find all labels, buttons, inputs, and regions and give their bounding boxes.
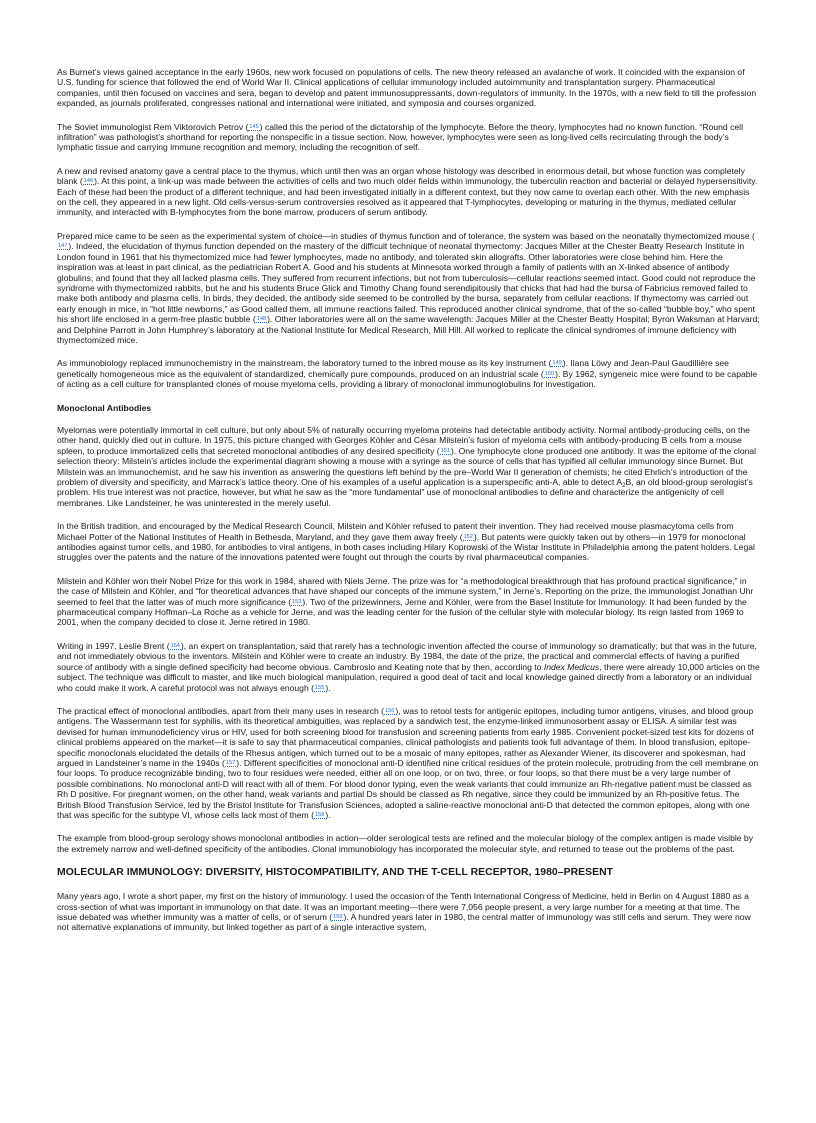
reference-link[interactable]: 156 [385, 707, 395, 714]
paragraph-burnet: As Burnet’s views gained acceptance in the early 1960s, new work focused on populations of cells. The new theory released an avalanche of work. It coincided with the expansion of U.S. funding for science that followed the end of World War II. Clinical applications of cellular immunology included autoimmunity and transplantation surgery. Pharmaceutical companies, until then focused on vaccines and sera, began to develop and patent immunosuppressants, down-regulators of immunity. In the 1970s, with a new field to till the profession expanded, as journals proliferated, congresses national and international were initiated, and symposia and courses organized. [57, 67, 757, 109]
reference-link[interactable]: 153 [292, 598, 302, 605]
reference-link[interactable]: 159 [333, 914, 343, 920]
paragraph-brent: Writing in 1997, Leslie Brent (154), an expert on transplantation, said that rarely has a technologic invention affected the course of immunology so dramatically; but that was in the future, and not immediately obvious to the inventors. Milstein and Köhler were to create an industry. By 1984, the date of the prize, the practical and commercial effects of having a purified source of antibody with a single defined specificity had become obvious. Cambrosio and Keating note that by then, according to Index Medicus, there were already 10,000 articles on the subject. The technique was difficult to master, and like much biological manipulation, required a good deal of tacit and local knowledge gained directly from a laboratory or an individual who could make it work. A careful protocol was not always enough (155). [57, 640, 760, 693]
reference-link[interactable]: 155 [315, 684, 325, 691]
reference-link[interactable]: 146 [83, 178, 94, 185]
paragraph-practical-effect: The practical effect of monoclonal antibodies, apart from their many uses in research (156), was to retool tests for antigenic epitopes, including tumor antigens, viruses, and blood group antigens. The Wassermann test for syphilis, with its theoretical ambiguities, was replaced by a sandwich test, the enzyme-linked immunosorbent assay or ELISA. A similar test was devised for human immunodeficiency virus or HIV, used for both screening blood for transfusion and screening patients from early 1985. Convenient pocket-sized test kits for dozens of clinical problems appeared on the market—it is safe to say that pharmaceutical companies, clinical pathologists and patients took full advantage of them. In blood transfusion, epitope-specific monoclonals elucidated the details of the Rhesus antigen, which turned out to be a mosaic of many epitopes, rather as Alexander Wiener, its discoverer and spokesman, had argued in Landsteiner’s name in the 1940s (157). Different specificities of monoclonal anti-D identified nine critical residues of the protein molecule, protruding from the cell membrane on four loops. To produce recognizable binding, two to four residues were needed, either all on one loop, or on two, three, or four loops, so that there must be a very large number of possible combinations. No monoclonal anti-D will react with all of them. For blood donor typing, even the weak variants that could immunize an Rh-negative patient must be classed as Rh D positive. For pregnant women, on the other hand, weak variants and partial Ds should be classed as Rh negative, since they could be immunized by an Rh-positive fetus. The British Blood Transfusion Service, led by the Bristol Institute for Transfusion Sciences, adopted a saline-reactive monoclonal anti-D that detected the common epitopes, along with one that was specific for the subtype VI, whose cells lack most of them (158). [57, 705, 759, 820]
paragraph-blood-group: The example from blood-group serology shows monoclonal antibodies in action—older serological tests are refined and the molecular biology of the complex antigen is made visible by the extremely narrow and well-defined specificity of the antibodies. Clonal immunobiology has incorporated the molecular style, and returned to tease out the problems of the past. [57, 833, 753, 854]
reference-link[interactable]: 154 [170, 642, 180, 649]
subheading-monoclonal: Monoclonal Antibodies [57, 402, 152, 413]
section-title: MOLECULAR IMMUNOLOGY: DIVERSITY, HISTOCOMPATIBILITY, AND THE T-CELL RECEPTOR, 1980–PRESENT [57, 867, 614, 879]
paragraph-molecular: Many years ago, I wrote a short paper, my first on the history of immunology. I used the occasion of the Tenth International Congress of Medicine, held in Berlin on 4 August 1880 as a cross-section of what was important in immunology on that date. It was an important meeting—there were 7,056 people present, a very large number for a meeting at that time. The issue debated was whether immunity was a matter of cells, or of serum (159). A hundred years later in 1980, the central matter of immunology was still cells and serum. They were now not alternative explanations of immunity, but linked together as part of a single interactive system, [57, 891, 751, 933]
reference-link[interactable]: 152 [463, 533, 473, 540]
reference-link[interactable]: 147 [58, 243, 68, 250]
paragraph-immunobiology: As immunobiology replaced immunochemistry in the mainstream, the laboratory turned to the inbred mouse as its key instrument (149). Ilana Löwy and Jean-Paul Gaudillière see genetically homogeneous mice as the equivalent of standardized, chemically pure compounds, produced on an industrial scale (150). By 1962, syngeneic mice were found to be capable of acting as a cell culture for transplanted clones of mouse myeloma cells, providing a library of monoclonal immunoglobulins for investigation. [57, 358, 758, 390]
reference-link[interactable]: 151 [440, 447, 450, 454]
paragraph-nobel: Milstein and Köhler won their Nobel Prize for this work in 1984, shared with Niels Jerne. The prize was for “a methodological breakthrough that has profound practical significance,” in the case of Milstein and Köhler, and “for theoretical advances that have shaped our concepts of the immune system,” in Jerne’s. Reporting on the prize, the immunologist Jonathan Uhr seemed to feel that the latter was of much more significance (153). Two of the prizewinners, Jerne and Köhler, were from the Basel Institute for Immunology. It had been funded by the pharmaceutical company Hoffman–La Roche as a vehicle for Jerne, and was the leading center for the fusion of the cellular style with molecular biology. Its reign lasted from 1969 to 2001, when the company decided to close it. Jerne retired in 1980. [57, 575, 754, 628]
paragraph-petrov: The Soviet immunologist Rem Viktorovich Petrov (145) called this the period of the dictatorship of the lymphocyte. Before the theory, lymphocytes had no known function. “Round cell infiltration” was pathologist’s shorthand for reporting the nonspecific in a tissue section. Now, however, lymphocytes were seen as long-lived cells recirculating through the body’s lymphatic tissue and carrying immune recognition and memory, including the recognition of self. [57, 121, 743, 153]
reference-link[interactable]: 158 [314, 811, 325, 818]
reference-link[interactable]: 148 [256, 316, 267, 323]
reference-link[interactable]: 145 [249, 123, 259, 130]
reference-link[interactable]: 157 [225, 759, 236, 766]
paragraph-myelomas: Myelomas were potentially immortal in cell culture, but only about 5% of naturally occurring myeloma proteins had detectable antibody activity. Normal antibody-producing cells, on the other hand, quickly died out in culture. In 1975, this picture changed with Georges Köhler and César Milstein’s fusion of myeloma cells with antibody-producing B cells from a mouse spleen, to produce immortalized cells that secreted monoclonal antibodies of any desired specificity (151). One lymphocyte clone produced one antibody. It was the epitome of the clonal selection theory: Milstein’s articles include the experimental diagram showing a mouse with a syringe as the source of cells that has typified all cellular immunology since Burnet. But Milstein was an immunochemist, and he saw his invention as answering the questions left behind by the pre–World War II generation of chemists; he cited Ehrlich’s introduction of the problem of diversity and specificity, and Marrack’s lattice theory. One of his examples of a useful application is a superspecific anti-A, able to detect $A_2B$, an old blood-group serologist’s problem. His true interest was not practice, however, but what he saw as the “more fundamental” use of monoclonal antibodies to define and characterize the antigenicity of cell membranes. Like Landsteiner, he was uninterested in the merely useful. [57, 424, 757, 508]
paragraph-british-tradition: In the British tradition, and encouraged by the Medical Research Council, Milstein and Köhler refused to patent their invention. They had received mouse plasmacytoma cells from Michael Potter of the National Institutes of Health in Bethesda, Maryland, and they gave them away freely (152). But patents were quickly taken out by others—in 1979 for monoclonal antibodies against tumor cells, and 1980, for antibodies to viral antigens, in both cases including Hilary Koprowski of the Wistar Institute in Philadelphia among the patent holders. Legal struggles over the patents and the nature of the innovations patented were fought out through the courts by rival pharmaceutical companies. [57, 521, 755, 563]
reference-link[interactable]: 149 [552, 360, 562, 367]
subscript: 2 [622, 483, 626, 489]
paragraph-thymus: A new and revised anatomy gave a central place to the thymus, which until then was an organ whose histology was described in enormous detail, but whose function was completely blank (146). At this point, a link-up was made between the activities of cells and two much older fields within immunology, the tuberculin reaction and bacterial or delayed hypersensitivity. Each of these had been the product of a different technique, and had been investigated initially in a different context, but they now came to overlap each other. With the new emphasis on the cell, they appeared in a new light. Old cells-versus-serum controversies resolved as it appeared that T-lymphocytes, developing or maturing in the thymus, mediated cellular immunity, and interacted with B-lymphocytes from the bone marrow, producers of serum antibody. [57, 165, 758, 218]
reference-link[interactable]: 150 [544, 370, 555, 377]
paragraph-mice: Prepared mice came to be seen as the experimental system of choice—in studies of thymus function and of tolerance, the system was based on the neonatally thymectomized mouse (147). Indeed, the elucidation of thymus function depended on the mastery of the difficult technique of neonatal thymectomy: Jacques Miller at the Chester Beatty Research Institute in London found in 1961 that his thymectomized mice had fewer lymphocytes, made no antibody, and tolerated skin allografts. Other laboratories were close behind him. Here the inspiration was at least in part clinical, as the pediatrician Robert A. Good and his students at Minnesota worked through a family of patients with an X-linked absence of antibody globulins, and found that they all lacked plasma cells. They suffered from recurrent infections, but not from tuberculosis—cellular reactions seemed intact. Good could not reproduce the syndrome with thymectomized rabbits, but he and his students Bruce Glick and Timothy Chang found serendipitously that chicks that had had the bursa of Fabricius removed failed to make both antibody and plasma cells. In birds, they decided, the antibody side seemed to be controlled by the bursa, separately from cellular reactions. If thymectomy was carried out early enough in mice, in “hot little newborns,” as Good called them, all immune reactions failed. This reproduced another clinical syndrome, that of the so-called “bubble boy,” who spent his short life enclosed in a germ-free plastic bubble (148). Other laboratories were all on the same wavelength: Jacques Miller at the Chester Beatty Hospital; Byron Waksman at Harvard; and Delphine Parrott in John Humphrey’s laboratory at the National Institute for Medical Research, Mill Hill. All worked to replicate the clinical syndromes of immune deficiency with thymectomized mice. [57, 230, 760, 345]
